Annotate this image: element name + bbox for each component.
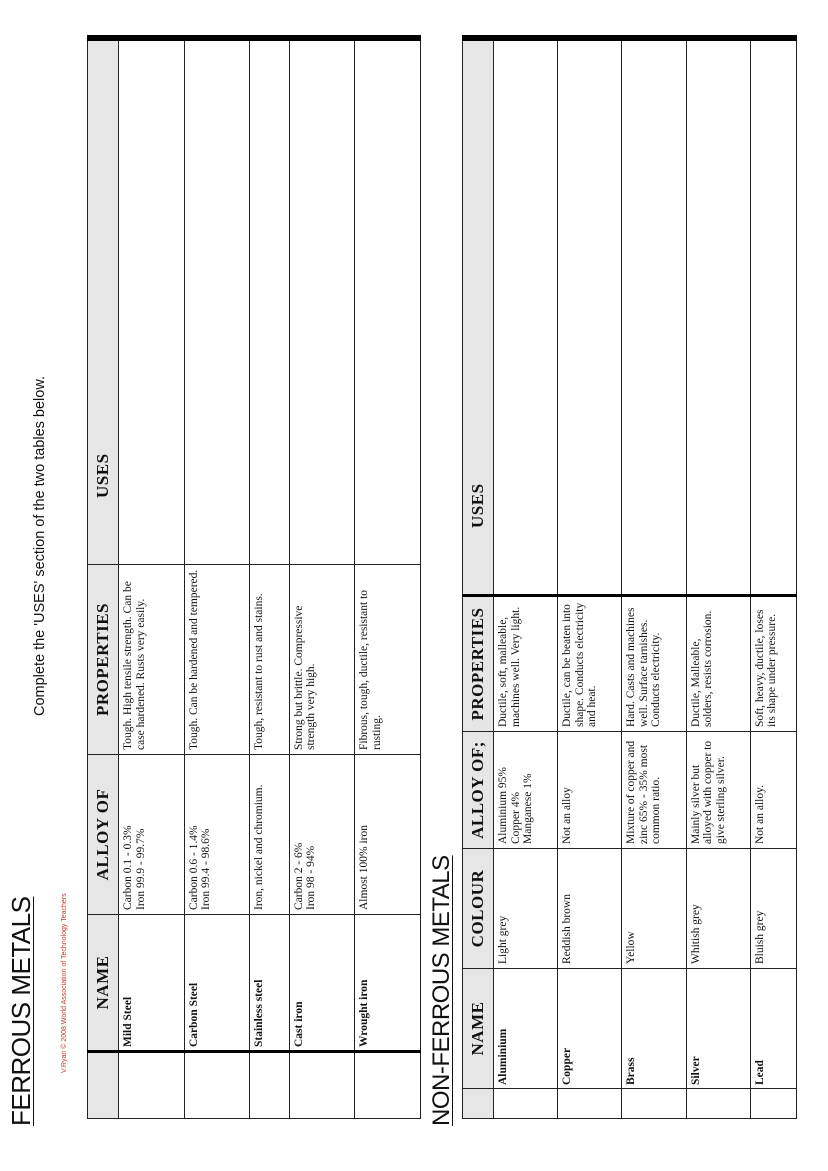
properties-cell: Strong but brittle. Compressive strength very high. <box>289 565 355 755</box>
alloy-cell <box>558 732 622 849</box>
metal-name: Silver <box>686 969 750 1089</box>
row-spacer <box>289 1052 355 1119</box>
credit-line: V.Ryan © 2008 World Association of Technology Teachers <box>61 893 68 1073</box>
alloy-cell <box>184 755 250 915</box>
metal-name: Carbon Steel <box>184 915 250 1052</box>
nonferrous-table <box>462 36 797 1120</box>
metal-name: Mild Steel <box>119 915 185 1052</box>
row-spacer <box>494 1089 558 1119</box>
page-title: FERROUS METALS <box>6 896 36 1126</box>
table-row <box>686 39 750 1119</box>
properties-cell: Tough, resistant to rust and stains. <box>250 565 290 755</box>
uses-cell[interactable] <box>250 39 290 565</box>
colour-cell: Bluish grey <box>750 849 796 969</box>
alloy-cell <box>494 732 558 849</box>
nonferrous-title: NON-FERROUS METALS <box>428 855 455 1126</box>
metal-name: Copper <box>558 969 622 1089</box>
table-row <box>494 39 558 1119</box>
ferrous-header-alloy: ALLOY OF <box>88 755 119 915</box>
row-spacer <box>184 1052 250 1119</box>
uses-cell[interactable] <box>184 39 250 565</box>
table-row <box>750 39 796 1119</box>
ferrous-header-spacer <box>88 1052 119 1119</box>
table-row <box>119 39 185 1119</box>
row-spacer <box>622 1089 686 1119</box>
table-row <box>558 39 622 1119</box>
alloy-cell <box>750 732 796 849</box>
alloy-cell <box>250 755 290 915</box>
alloy-cell <box>289 755 355 915</box>
ferrous-header-properties: PROPERTIES <box>88 565 119 755</box>
nonferrous-header-properties: PROPERTIES <box>463 596 494 732</box>
row-spacer <box>355 1052 421 1119</box>
properties-cell: Hard. Casts and machines well. Surface tarnishes. Conducts electricity. <box>622 596 686 732</box>
uses-cell[interactable] <box>289 39 355 565</box>
table-row <box>184 39 250 1119</box>
ferrous-table <box>87 36 421 1120</box>
row-spacer <box>250 1052 290 1119</box>
properties-cell: Fibrous, tough, ductile, resistant to rusting. <box>355 565 421 755</box>
alloy-line: Mainly silver but alloyed with copper to give sterling silver. <box>689 740 727 844</box>
uses-cell[interactable] <box>686 39 750 596</box>
alloy-cell <box>355 755 421 915</box>
colour-cell: Reddish brown <box>558 849 622 969</box>
ferrous-header-name: NAME <box>88 915 119 1052</box>
properties-cell: Ductile, can be beaten into shape. Conducts electricity and heat. <box>558 596 622 732</box>
colour-cell: Whitish grey <box>686 849 750 969</box>
uses-cell[interactable] <box>750 39 796 596</box>
uses-cell[interactable] <box>558 39 622 596</box>
alloy-line: Almost 100% iron <box>358 825 371 910</box>
colour-cell: Yellow <box>622 849 686 969</box>
alloy-cell <box>686 732 750 849</box>
uses-cell[interactable] <box>622 39 686 596</box>
properties-cell: Soft, heavy, ductile, loses its shape under pressure. <box>750 596 796 732</box>
alloy-line: Mixture of copper and zinc 65% - 35% most common ratio. <box>625 740 663 844</box>
alloy-line: Carbon 0.6 - 1.4% Iron 99.4 - 98.6% <box>187 825 213 910</box>
properties-cell: Tough. High tensile strength. Can be case hardened. Rusts very easily. <box>119 565 185 755</box>
nonferrous-header-uses: USES <box>463 39 494 596</box>
ferrous-header-uses: USES <box>88 39 119 565</box>
alloy-line: Aluminium 95% Copper 4% Manganese 1% <box>497 767 534 844</box>
table-row <box>355 39 421 1119</box>
row-spacer <box>750 1089 796 1119</box>
alloy-line: Carbon 2 - 6% Iron 98 - 94% <box>292 842 318 910</box>
alloy-line: Iron, nickel and chromium. <box>253 784 266 910</box>
uses-cell[interactable] <box>119 39 185 565</box>
properties-cell: Ductile, Malleable, solders, resists corrosion. <box>686 596 750 732</box>
metal-name: Aluminium <box>494 969 558 1089</box>
ferrous-header-row <box>88 39 119 1119</box>
row-spacer <box>119 1052 185 1119</box>
table-row <box>250 39 290 1119</box>
properties-cell: Tough. Can be hardened and tempered. <box>184 565 250 755</box>
alloy-line: Not an alloy <box>561 787 574 844</box>
row-spacer <box>558 1089 622 1119</box>
nonferrous-header-alloy: ALLOY OF; <box>463 732 494 849</box>
colour-cell: Light grey <box>494 849 558 969</box>
nonferrous-header-row <box>463 39 494 1119</box>
nonferrous-header-colour: COLOUR <box>463 849 494 969</box>
alloy-line: Not an alloy. <box>753 785 766 844</box>
nonferrous-header-name: NAME <box>463 969 494 1089</box>
metal-name: Wrought iron <box>355 915 421 1052</box>
instruction-text: Complete the 'USES' section of the two tables below. <box>32 375 48 716</box>
metal-name: Brass <box>622 969 686 1089</box>
table-row <box>622 39 686 1119</box>
row-spacer <box>686 1089 750 1119</box>
metal-name: Cast iron <box>289 915 355 1052</box>
properties-cell: Ductile, soft, malleable, machines well. Very light. <box>494 596 558 732</box>
table-row <box>289 39 355 1119</box>
uses-cell[interactable] <box>494 39 558 596</box>
metal-name: Stainless steel <box>250 915 290 1052</box>
alloy-line: Carbon 0.1 - 0.3% Iron 99.9 - 99.7% <box>122 825 147 910</box>
alloy-cell <box>119 755 185 915</box>
uses-cell[interactable] <box>355 39 421 565</box>
nonferrous-header-spacer <box>463 1089 494 1119</box>
metal-name: Lead <box>750 969 796 1089</box>
alloy-cell <box>622 732 686 849</box>
